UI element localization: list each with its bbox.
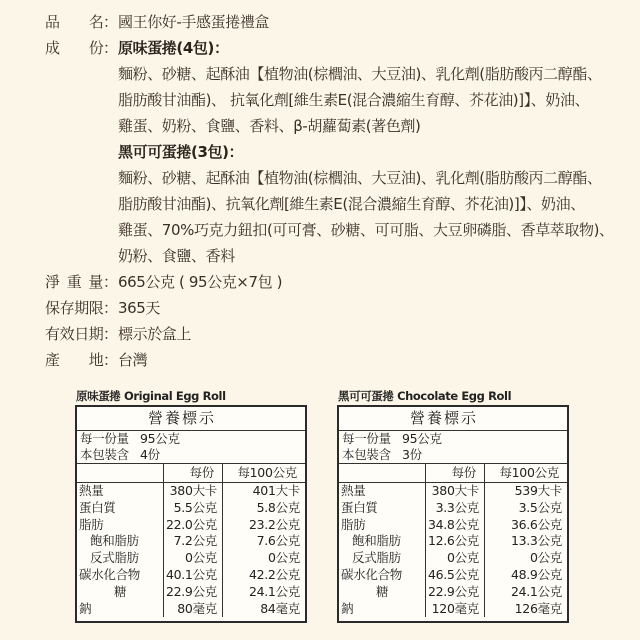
nutrition-panel-chocolate xyxy=(337,388,569,623)
serving-size-line xyxy=(80,431,302,447)
nutrition-row-fat xyxy=(339,517,567,534)
serving-size-label: 每一份量 xyxy=(342,431,391,446)
per-serving-value: 40.1公克 xyxy=(163,567,222,584)
separator: ： xyxy=(103,39,118,57)
per-serving-value: 46.5公克 xyxy=(425,567,484,584)
header-blank xyxy=(77,464,163,482)
origin-row xyxy=(45,347,614,373)
nutrition-panel-heading: 黑可可蛋捲 Chocolate Egg Roll xyxy=(338,389,512,403)
nutrient-name: 反式脂肪 xyxy=(352,550,401,566)
per-serving-value: 3.3公克 xyxy=(425,500,484,517)
servings-per-pack-value: 3份 xyxy=(402,447,422,462)
nutrient-name: 蛋白質 xyxy=(341,499,378,515)
serving-size-line xyxy=(342,431,564,447)
nutrition-row-carbohydrate xyxy=(77,567,305,584)
serving-info xyxy=(77,431,305,464)
nutrition-header-row xyxy=(77,464,305,483)
per-serving-value: 34.8公克 xyxy=(425,517,484,534)
chocolate-ingredients-line: 麵粉、砂糖、起酥油【植物油(棕櫚油、大豆油)、乳化劑(脂肪酸丙二醇酯、 xyxy=(118,169,602,187)
per-100g-value: 42.2公克 xyxy=(222,567,305,584)
per-serving-value: 7.2公克 xyxy=(163,533,222,550)
servings-per-pack-label: 本包裝含 xyxy=(342,447,391,462)
per-serving-value: 22.9公克 xyxy=(425,584,484,601)
per-100g-value: 7.6公克 xyxy=(222,533,305,550)
nutrition-panel-heading: 原味蛋捲 Original Egg Roll xyxy=(76,389,226,403)
per-serving-value: 380大卡 xyxy=(163,483,222,500)
net-weight-row xyxy=(45,269,614,295)
nutrition-row-trans-fat xyxy=(77,550,305,567)
nutrition-row-energy xyxy=(339,483,567,500)
per-serving-value: 80毫克 xyxy=(163,601,222,618)
per-100g-value: 36.6公克 xyxy=(484,517,567,534)
nutrient-name: 飽和脂肪 xyxy=(352,533,401,549)
nutrition-row-energy xyxy=(77,483,305,500)
per-serving-value: 0公克 xyxy=(163,550,222,567)
nutrition-table-title: 營養標示 xyxy=(77,407,305,431)
separator: ： xyxy=(103,325,118,343)
nutrition-row-sugar xyxy=(339,584,567,601)
separator: ： xyxy=(103,13,118,31)
nutrient-name: 碳水化合物 xyxy=(341,566,403,582)
nutrition-row-protein xyxy=(339,500,567,517)
origin-value: 台灣 xyxy=(118,351,148,369)
servings-per-pack-label: 本包裝含 xyxy=(80,447,129,462)
nutrition-row-saturated-fat xyxy=(77,533,305,550)
nutrient-name: 糖 xyxy=(376,583,389,599)
shelf-life-label: 保存期限 xyxy=(45,299,104,317)
servings-per-pack-line xyxy=(80,447,302,463)
chocolate-ingredients-line: 脂肪酸甘油酯)、抗氧化劑[維生素E(混合濃縮生育醇、芥花油)]】、奶油、 xyxy=(118,195,585,213)
header-per-100g: 每100公克 xyxy=(484,464,567,482)
per-serving-value: 22.9公克 xyxy=(163,584,222,601)
per-100g-value: 3.5公克 xyxy=(484,500,567,517)
serving-info xyxy=(339,431,567,464)
expiry-row xyxy=(45,321,614,347)
expiry-label: 有效日期 xyxy=(45,325,104,343)
product-name-row xyxy=(45,9,614,35)
net-weight-value: 665公克 ( 95公克×7包 ) xyxy=(118,273,283,291)
expiry-value: 標示於盒上 xyxy=(118,325,192,343)
original-ingredients-line: 雞蛋、奶粉、食鹽、香料、β-胡蘿蔔素(著色劑) xyxy=(118,117,421,135)
per-100g-value: 126毫克 xyxy=(484,601,567,618)
separator: ： xyxy=(103,351,118,369)
chocolate-ingredients-line: 奶粉、食鹽、香料 xyxy=(118,247,235,265)
shelf-life-value: 365天 xyxy=(118,299,161,317)
header-per-serving: 每份 xyxy=(425,464,484,482)
original-ingredients-line: 麵粉、砂糖、起酥油【植物油(棕櫚油、大豆油)、乳化劑(脂肪酸丙二醇酯、 xyxy=(118,65,602,83)
shelf-life-row xyxy=(45,295,614,321)
nutrition-row-sugar xyxy=(77,584,305,601)
nutrition-row-sodium xyxy=(339,601,567,618)
nutrition-row-saturated-fat xyxy=(339,533,567,550)
per-serving-value: 12.6公克 xyxy=(425,533,484,550)
serving-size-label: 每一份量 xyxy=(80,431,129,446)
nutrition-row-sodium xyxy=(77,601,305,618)
header-blank xyxy=(339,464,425,482)
nutrition-header-row xyxy=(339,464,567,483)
product-name-value: 國王你好-手感蛋捲禮盒 xyxy=(118,13,270,31)
nutrient-name: 蛋白質 xyxy=(79,499,116,515)
per-100g-value: 24.1公克 xyxy=(484,584,567,601)
original-ingredients-line: 脂肪酸甘油酯)、 抗氧化劑[維生素E(混合濃縮生育醇、芥花油)]】、奶油、 xyxy=(118,91,590,109)
nutrient-name: 熱量 xyxy=(341,483,366,498)
nutrient-name: 熱量 xyxy=(79,483,104,498)
nutrition-row-trans-fat xyxy=(339,550,567,567)
chocolate-ingredients-line: 雞蛋、70%巧克力鈕扣(可可膏、砂糖、可可脂、大豆卵磷脂、香草萃取物)、 xyxy=(118,221,614,239)
serving-size-value: 95公克 xyxy=(402,431,442,446)
nutrition-panel-original xyxy=(75,388,307,623)
per-100g-value: 24.1公克 xyxy=(222,584,305,601)
header-per-serving: 每份 xyxy=(163,464,222,482)
origin-label: 產 地 xyxy=(45,351,104,369)
original-roll-title: 原味蛋捲(4包)： xyxy=(118,39,229,57)
per-100g-value: 13.3公克 xyxy=(484,533,567,550)
separator: ： xyxy=(103,273,118,291)
separator: ： xyxy=(103,299,118,317)
nutrition-row-fat xyxy=(77,517,305,534)
nutrient-name: 飽和脂肪 xyxy=(90,533,139,549)
nutrient-name: 鈉 xyxy=(341,600,354,616)
nutrition-table-title: 營養標示 xyxy=(339,407,567,431)
nutrition-row-protein xyxy=(77,500,305,517)
nutrient-name: 反式脂肪 xyxy=(90,550,139,566)
servings-per-pack-value: 4份 xyxy=(140,447,160,462)
per-100g-value: 0公克 xyxy=(222,550,305,567)
per-100g-value: 48.9公克 xyxy=(484,567,567,584)
nutrition-row-carbohydrate xyxy=(339,567,567,584)
per-100g-value: 5.8公克 xyxy=(222,500,305,517)
ingredients-row xyxy=(45,35,614,61)
per-serving-value: 22.0公克 xyxy=(163,517,222,534)
net-weight-label: 淨 重 量 xyxy=(45,273,103,291)
per-serving-value: 380大卡 xyxy=(425,483,484,500)
nutrient-name: 碳水化合物 xyxy=(79,566,141,582)
per-100g-value: 401大卡 xyxy=(222,483,305,500)
serving-size-value: 95公克 xyxy=(140,431,180,446)
nutrient-name: 脂肪 xyxy=(341,516,366,532)
nutrition-table xyxy=(337,405,569,623)
per-serving-value: 5.5公克 xyxy=(163,500,222,517)
chocolate-roll-title: 黑可可蛋捲(3包)： xyxy=(118,143,244,161)
nutrient-name: 糖 xyxy=(114,583,127,599)
product-info xyxy=(45,9,614,373)
ingredients-label: 成 份 xyxy=(45,39,104,57)
per-serving-value: 0公克 xyxy=(425,550,484,567)
per-100g-value: 84毫克 xyxy=(222,601,305,618)
servings-per-pack-line xyxy=(342,447,564,463)
product-name-label: 品 名 xyxy=(45,13,104,31)
header-per-100g: 每100公克 xyxy=(222,464,305,482)
nutrition-table xyxy=(75,405,307,623)
per-100g-value: 539大卡 xyxy=(484,483,567,500)
nutrient-name: 脂肪 xyxy=(79,516,104,532)
per-100g-value: 23.2公克 xyxy=(222,517,305,534)
per-serving-value: 120毫克 xyxy=(425,601,484,618)
nutrient-name: 鈉 xyxy=(79,600,92,616)
per-100g-value: 0公克 xyxy=(484,550,567,567)
